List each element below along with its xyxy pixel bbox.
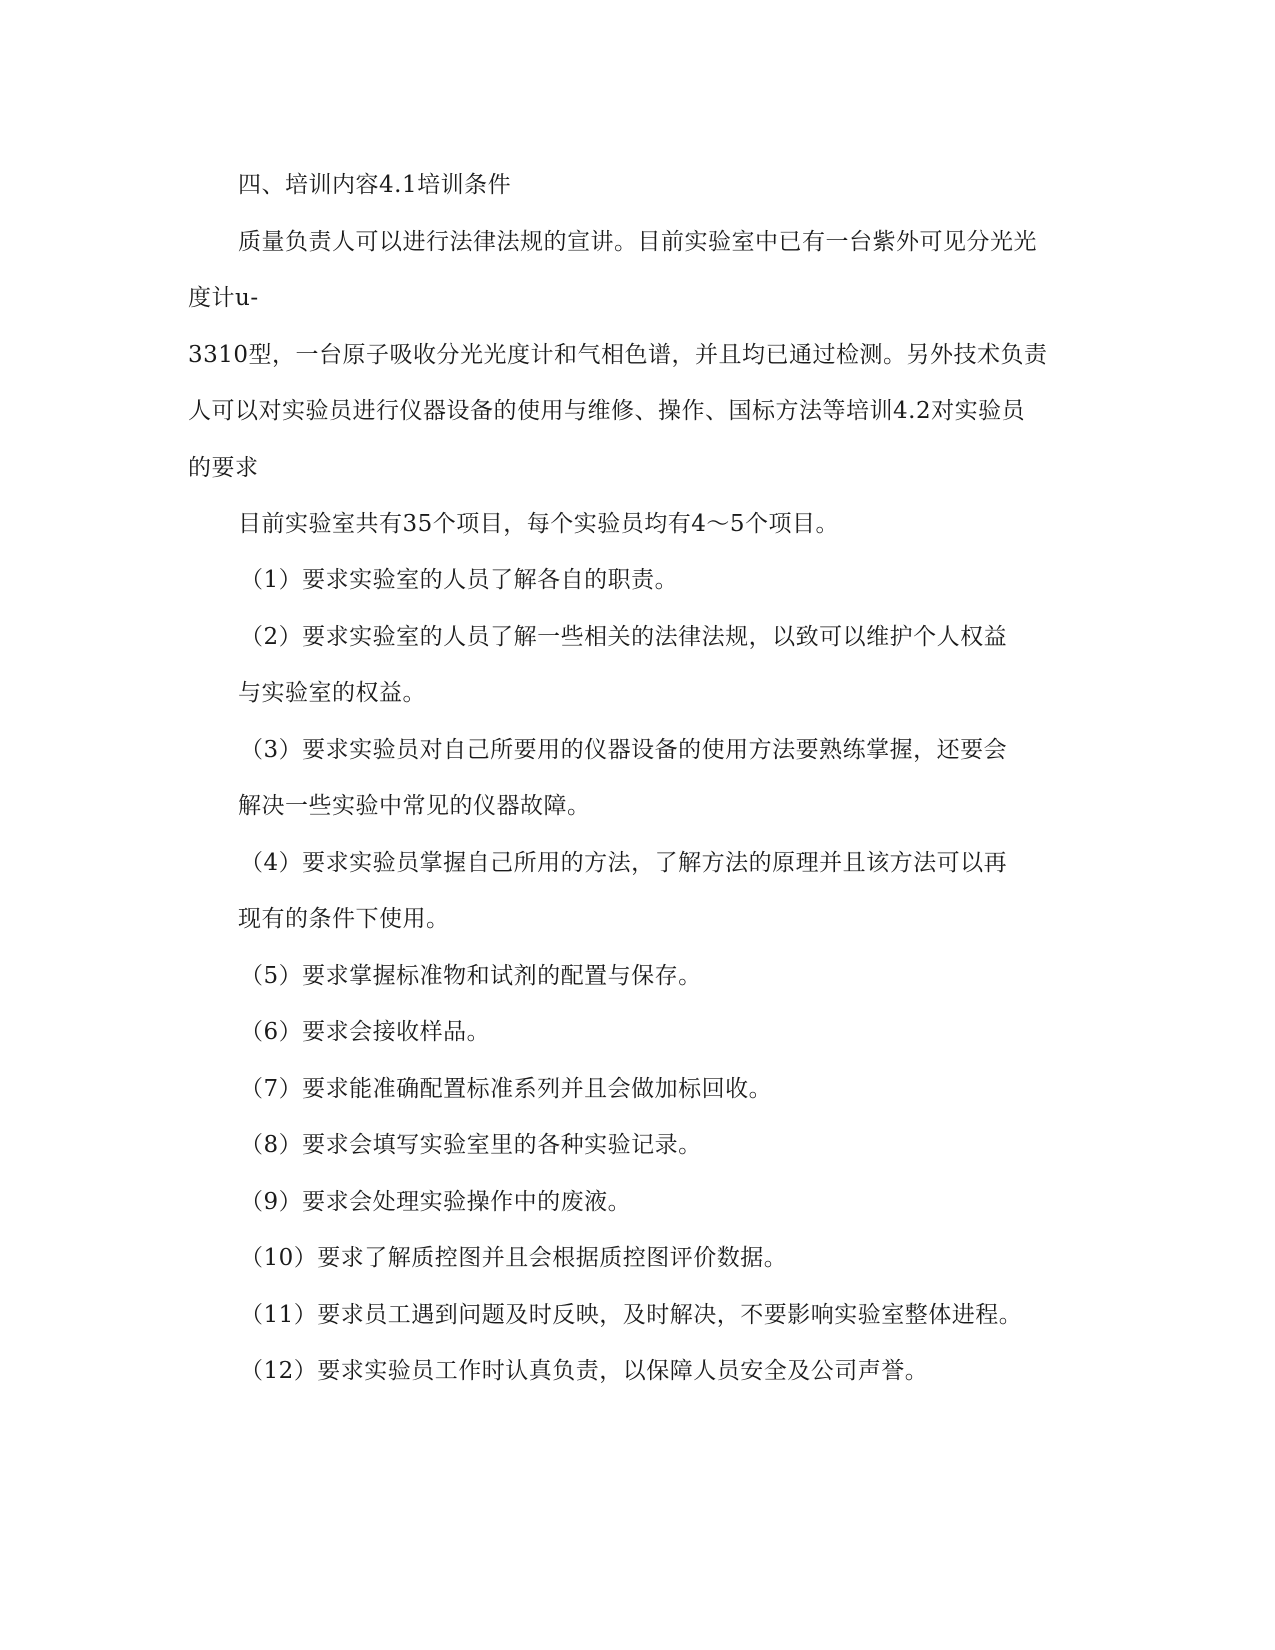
requirement-item-continuation: 与实验室的权益。 [238, 680, 426, 706]
requirement-item: （5）要求掌握标准物和试剂的配置与保存。 [240, 963, 702, 989]
paragraph-line: 的要求 [188, 455, 259, 481]
paragraph-line: 质量负责人可以进行法律法规的宣讲。目前实验室中已有一台紫外可见分光光 [238, 229, 1037, 255]
requirement-item-continuation: 解决一些实验中常见的仪器故障。 [238, 793, 591, 819]
requirement-item: （8）要求会填写实验室里的各种实验记录。 [240, 1132, 702, 1158]
paragraph-line: 人可以对实验员进行仪器设备的使用与维修、操作、国标方法等培训4.2对实验员 [188, 398, 1026, 424]
requirement-item: （1）要求实验室的人员了解各自的职责。 [240, 567, 679, 593]
paragraph-line: 3310型，一台原子吸收分光光度计和气相色谱，并且均已通过检测。另外技术负责 [188, 342, 1048, 368]
requirement-item: （12）要求实验员工作时认真负责，以保障人员安全及公司声誉。 [240, 1358, 929, 1384]
requirement-item: （6）要求会接收样品。 [240, 1019, 491, 1045]
requirement-item: （7）要求能准确配置标准系列并且会做加标回收。 [240, 1076, 773, 1102]
paragraph-line: 目前实验室共有35个项目，每个实验员均有4～5个项目。 [238, 511, 840, 537]
requirement-item: （3）要求实验员对自己所要用的仪器设备的使用方法要熟练掌握，还要会 [240, 737, 1008, 763]
paragraph-line: 度计u- [188, 285, 259, 311]
requirement-item: （4）要求实验员掌握自己所用的方法，了解方法的原理并且该方法可以再 [240, 850, 1008, 876]
requirement-item: （9）要求会处理实验操作中的废液。 [240, 1189, 632, 1215]
requirement-item: （11）要求员工遇到问题及时反映，及时解决，不要影响实验室整体进程。 [240, 1302, 1023, 1328]
requirement-item: （10）要求了解质控图并且会根据质控图评价数据。 [240, 1245, 788, 1271]
section-heading: 四、培训内容4.1培训条件 [238, 172, 512, 198]
requirement-item: （2）要求实验室的人员了解一些相关的法律法规，以致可以维护个人权益 [240, 624, 1008, 650]
requirement-item-continuation: 现有的条件下使用。 [238, 906, 450, 932]
